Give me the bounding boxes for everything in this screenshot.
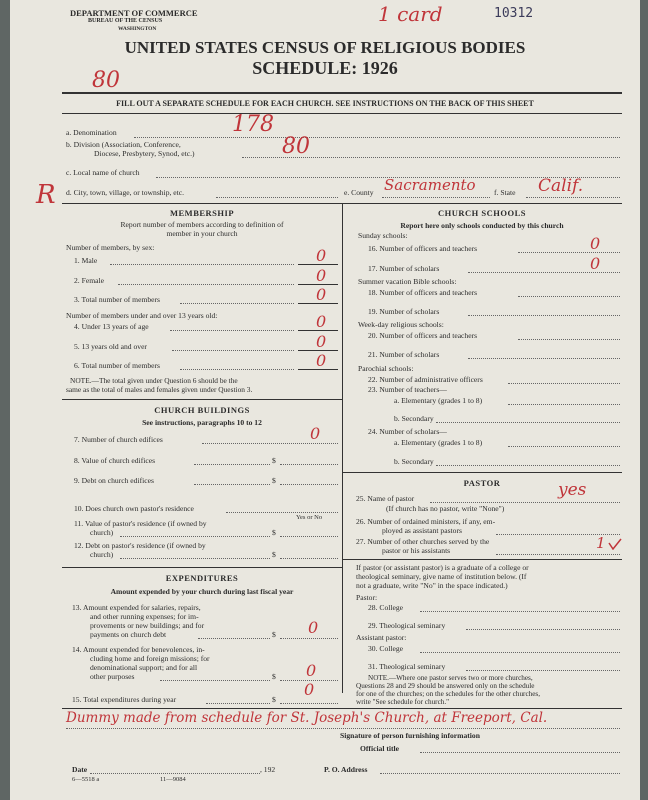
residence-value-label: 11. Value of pastor's residence (if owned by — [74, 519, 207, 528]
benevolences-label: 14. Amount expended for benevolences, in- — [72, 645, 205, 654]
checkmark-icon — [608, 538, 622, 550]
owns-residence-label: 10. Does church own pastor's residence — [74, 504, 194, 513]
pastor-name-label: 25. Name of pastor — [356, 494, 415, 503]
official-title-label: Official title — [360, 744, 400, 753]
running-expenses-label-4: payments on church debt — [90, 630, 167, 639]
teachers-label: 23. Number of teachers— — [368, 385, 447, 394]
teachers-elementary-label: a. Elementary (grades 1 to 8) — [394, 396, 483, 405]
total-members-label: 3. Total number of members — [74, 295, 161, 304]
benevolences-label-4: other purposes — [90, 672, 135, 681]
ordained-ministers-label-2: ployed as assistant pastors — [382, 526, 462, 535]
teachers-secondary-label: b. Secondary — [394, 414, 434, 423]
handwritten-card-note: 1 card — [378, 2, 443, 26]
weekday-officers-label: 20. Number of officers and teachers — [368, 331, 478, 340]
benevolences-value: 0 — [306, 661, 317, 680]
pastor-college-label: 28. College — [368, 603, 404, 612]
signature-label: Signature of person furnishing information — [340, 731, 480, 740]
ordained-ministers-label: 26. Number of ordained ministers, if any, em- — [356, 517, 496, 526]
division-label-cont: Diocese, Presbytery, Synod, etc.) — [94, 149, 195, 158]
over-13-label: 5. 13 years old and over — [74, 342, 147, 351]
pastor-note-2: Questions 28 and 29 should be answered only on the schedule — [356, 682, 535, 690]
membership-note: NOTE.—The total given under Question 6 should be the — [70, 376, 238, 385]
state-label: f. State — [494, 188, 516, 197]
denomination-line[interactable] — [134, 137, 620, 138]
total-expenditures-value: 0 — [304, 680, 315, 699]
over-13-value: 0 — [316, 332, 327, 351]
pastor-note: NOTE.—Where one pastor serves two or more churches, — [368, 674, 533, 682]
handwritten-dummy-note: Dummy made from schedule for St. Joseph's Church, at Freeport, Cal. — [66, 710, 548, 726]
division-label: b. Division (Association, Conference, — [66, 140, 181, 149]
edifices-value-label: 8. Value of church edifices — [74, 456, 156, 465]
edifices-debt-label: 9. Debt on church edifices — [74, 476, 154, 485]
benevolences-label-3: denominational support; and for all — [90, 663, 198, 672]
membership-note-2: same as the total of males and females given under Question 3. — [66, 385, 253, 394]
pastor-title: PASTOR — [463, 478, 501, 488]
female-label: 2. Female — [74, 276, 104, 285]
pastor-note-4: write "See schedule for church." — [356, 698, 450, 706]
benevolences-label-2: cluding home and foreign missions; for — [90, 654, 210, 663]
census-schedule-form — [10, 0, 640, 800]
dollar-sign: $ — [272, 695, 276, 704]
under-13-value: 0 — [316, 312, 327, 331]
city-label: d. City, town, village, or township, etc. — [66, 188, 185, 197]
edifices-count-value: 0 — [310, 424, 321, 443]
schools-intro: Report here only schools conducted by this church — [400, 221, 564, 230]
margin-mark: R — [36, 180, 56, 210]
vacation-scholars-label: 19. Number of scholars — [368, 307, 440, 316]
parochial-schools-label: Parochial schools: — [358, 364, 414, 373]
division-value: 80 — [282, 134, 310, 159]
edifices-count-label: 7. Number of church edifices — [74, 435, 163, 444]
vacation-schools-label: Summer vacation Bible schools: — [358, 277, 457, 286]
pastor-seminary-label: 29. Theological seminary — [368, 621, 446, 630]
scholars-label: 24. Number of scholars— — [368, 427, 447, 436]
members-by-sex-label: Number of members, by sex: — [66, 243, 155, 252]
schools-title: CHURCH SCHOOLS — [438, 208, 526, 218]
dollar-sign: $ — [272, 672, 276, 681]
denomination-value: 178 — [232, 112, 274, 137]
dollar-sign: $ — [272, 630, 276, 639]
residence-value-label-2: church) — [90, 528, 114, 537]
buildings-title: CHURCH BUILDINGS — [154, 405, 250, 415]
graduate-instructions-3: not a graduate, write "No" in the space indicated.) — [356, 581, 508, 590]
membership-title: MEMBERSHIP — [169, 208, 235, 218]
running-expenses-label: 13. Amount expended for salaries, repairs, — [72, 603, 201, 612]
total-expenditures-label: 15. Total expenditures during year — [72, 695, 177, 704]
total-members-value: 0 — [316, 285, 327, 304]
buildings-sub: See instructions, paragraphs 10 to 12 — [142, 418, 262, 427]
form-number: 10312 — [494, 6, 534, 21]
schedule-title: SCHEDULE: 1926 — [252, 58, 398, 78]
dollar-sign: $ — [272, 456, 276, 465]
graduate-instructions: If pastor (or assistant pastor) is a graduate of a college or — [356, 563, 529, 572]
weekday-scholars-label: 21. Number of scholars — [368, 350, 440, 359]
print-code: 11—9084 — [160, 776, 186, 783]
local-name-label: c. Local name of church — [66, 168, 140, 177]
dollar-sign: $ — [272, 550, 276, 559]
sunday-officers-label: 16. Number of officers and teachers — [368, 244, 478, 253]
running-expenses-label-2: and other running expenses; for im- — [90, 612, 199, 621]
male-label: 1. Male — [74, 256, 98, 265]
pastor-none-hint: (If church has no pastor, write "None") — [386, 504, 505, 513]
other-churches-value: 1 — [596, 534, 606, 552]
other-churches-label-2: pastor or his assistants — [382, 546, 451, 555]
date-label: Date — [72, 765, 88, 774]
under-13-label: 4. Under 13 years of age — [74, 322, 149, 331]
sunday-schools-label: Sunday schools: — [358, 231, 408, 240]
members-age-label: Number of members under and over 13 years old: — [66, 311, 218, 320]
weekday-schools-label: Week-day religious schools: — [358, 320, 444, 329]
female-value: 0 — [316, 266, 327, 285]
expenditures-title: EXPENDITURES — [165, 573, 239, 583]
dollar-sign: $ — [272, 528, 276, 537]
pastor-subheading: Pastor: — [356, 593, 378, 602]
yes-no-hint: Yes or No — [296, 514, 323, 521]
sunday-scholars-label: 17. Number of scholars — [368, 264, 440, 273]
assistant-seminary-label: 31. Theological seminary — [368, 662, 446, 671]
city-label: WASHINGTON — [118, 26, 157, 32]
state-line[interactable] — [526, 197, 620, 198]
year-label: , 192 — [260, 765, 276, 774]
sunday-officers-value: 0 — [590, 234, 601, 253]
graduate-instructions-2: theological seminary, give name of institution below. (If — [356, 572, 527, 581]
running-expenses-label-3: provements or new buildings; and for — [90, 621, 205, 630]
sunday-scholars-value: 0 — [590, 254, 601, 273]
po-address-label: P. O. Address — [324, 765, 368, 774]
membership-intro-2: member in your church — [166, 229, 238, 238]
running-expenses-value: 0 — [308, 618, 319, 637]
admin-officers-label: 22. Number of administrative officers — [368, 375, 483, 384]
pastor-note-3: for one of the churches; on the schedules for the other churches, — [356, 690, 541, 698]
county-value: Sacramento — [384, 176, 476, 194]
county-label: e. County — [344, 188, 374, 197]
pastor-name-value: yes — [558, 480, 587, 500]
total-members-6-value: 0 — [316, 351, 327, 370]
residence-debt-label: 12. Debt on pastor's residence (if owned by — [74, 541, 206, 550]
dollar-sign: $ — [272, 476, 276, 485]
form-code: 6—5518 a — [72, 776, 100, 783]
state-value: Calif. — [538, 176, 584, 196]
handwritten-80: 80 — [92, 68, 120, 93]
expenditures-sub: Amount expended by your church during last fiscal year — [110, 587, 294, 596]
bureau-label: BUREAU OF THE CENSUS — [88, 18, 163, 24]
scholars-secondary-label: b. Secondary — [394, 457, 434, 466]
county-line[interactable] — [382, 197, 490, 198]
city-line[interactable] — [216, 197, 338, 198]
instruction-line: FILL OUT A SEPARATE SCHEDULE FOR EACH CHURCH. SEE INSTRUCTIONS ON THE BACK OF THIS SHEET — [116, 99, 534, 108]
scholars-elementary-label: a. Elementary (grades 1 to 8) — [394, 438, 483, 447]
denomination-label: a. Denomination — [66, 128, 117, 137]
form-title: UNITED STATES CENSUS OF RELIGIOUS BODIES — [124, 38, 526, 57]
other-churches-label: 27. Number of other churches served by the — [356, 537, 490, 546]
male-value: 0 — [316, 246, 327, 265]
residence-debt-label-2: church) — [90, 550, 114, 559]
assistant-college-label: 30. College — [368, 644, 404, 653]
vacation-officers-label: 18. Number of officers and teachers — [368, 288, 478, 297]
assistant-subheading: Assistant pastor: — [356, 633, 407, 642]
membership-intro: Report number of members according to definition of — [120, 220, 284, 229]
department-label: DEPARTMENT OF COMMERCE — [70, 8, 198, 18]
total-members-6-label: 6. Total number of members — [74, 361, 161, 370]
